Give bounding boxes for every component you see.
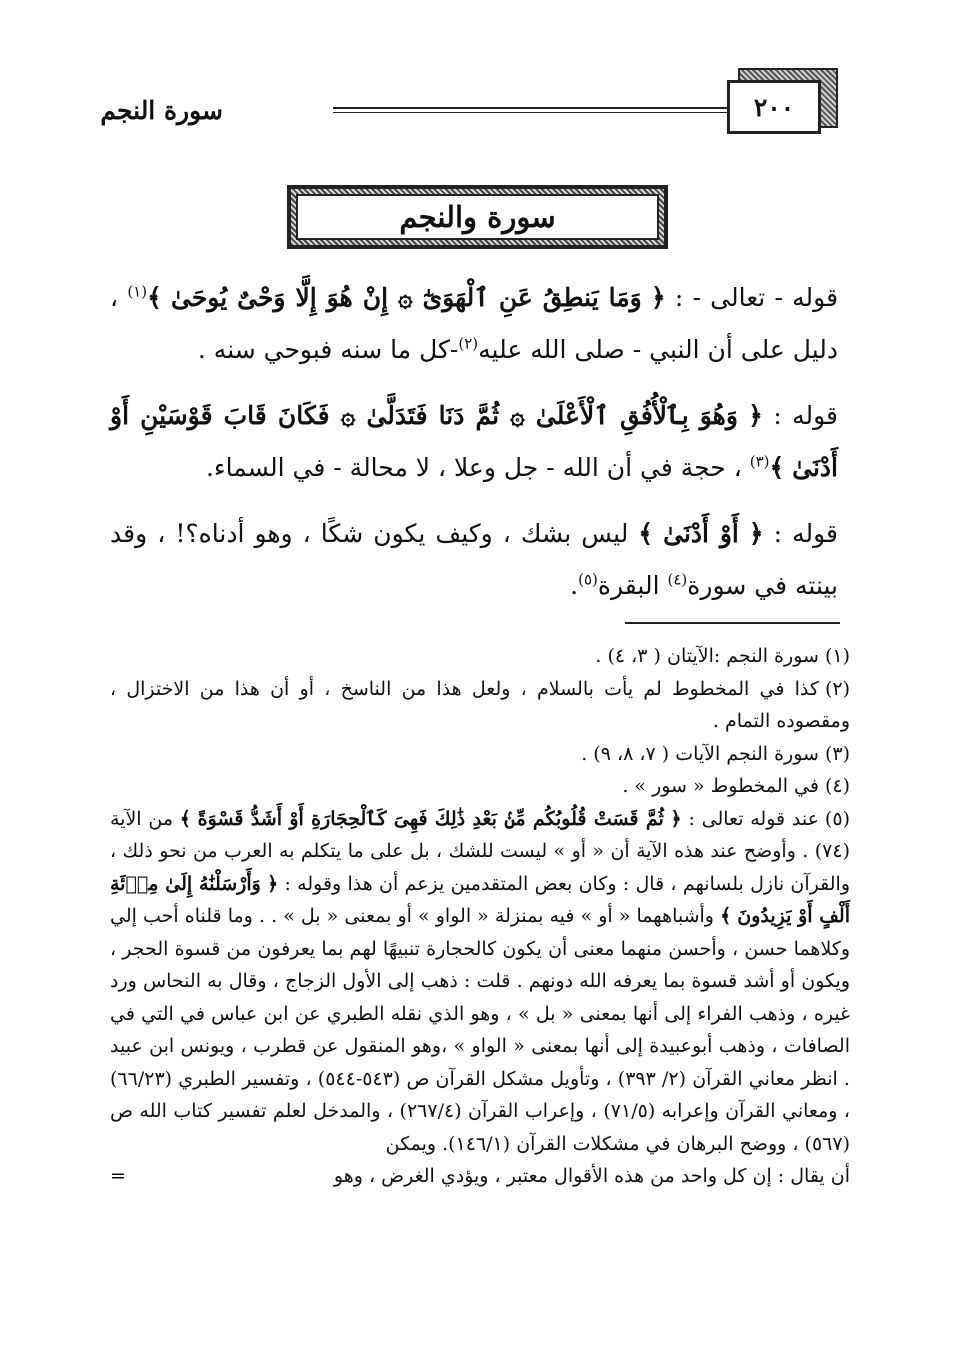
footnote-text: من الآية (٧٤) . وأوضح عند هذه الآية أن « أو » ليست للشك ، بل على ما يتكلم به العرب من نحو ذلك ، والقرآن نازل بلسانهم ، قال : وكان بعض المتقدمين يزعم أن هذا وقوله : [110, 807, 850, 895]
footnote-separator [625, 622, 840, 624]
quran-open-bracket: ﴿ [267, 872, 279, 895]
quran-verse: ثُمَّ قَسَتْ قُلُوبُكُم مِّنۢ بَعْدِ ذَٰلِكَ فَهِىَ كَٱلْحِجَارَةِ أَوْ أَشَدُّ قَسْوَةً [197, 807, 664, 830]
footnote-ref: (٤) [667, 570, 688, 589]
footnote-text: في المخطوط « سور » . [622, 775, 819, 797]
quran-verse: أَوْ أَدْنَىٰ [663, 519, 739, 548]
footnote-text: سورة النجم :الآيتان ( ٣، ٤) . [595, 645, 819, 667]
footnote-number: (٣) [824, 742, 850, 765]
body-text: ، حجة في أن الله - جل وعلا ، لا محالة - في السماء. [205, 453, 742, 482]
quran-verse: وَأَرْسَلْنَٰهُ إِلَىٰ مِا۟ئَةِ أَلْفٍ أَوْ يَزِيدُونَ [110, 872, 850, 927]
footnote-1 [110, 640, 850, 673]
surah-title-frame [287, 185, 668, 249]
paragraph-1 [110, 272, 838, 376]
footnote-4 [110, 770, 850, 803]
quran-open-bracket: ﴿ [748, 519, 764, 548]
footnote-number: (١) [824, 645, 850, 667]
footnote-2 [110, 673, 850, 738]
footnote-3 [110, 738, 850, 771]
body-text: البقرة [597, 571, 660, 600]
footnote-5-last-line [110, 1160, 850, 1193]
surah-title: سورة والنجم [296, 194, 659, 240]
quran-close-bracket: ﴾ [769, 453, 785, 482]
body-text: -كل ما سنه فبوحي سنه . [197, 335, 459, 364]
quran-close-bracket: ﴾ [720, 905, 732, 927]
continuation-mark: = [110, 1165, 126, 1187]
quran-open-bracket: ﴿ [670, 807, 682, 830]
footnote-number: (٢) [824, 677, 850, 700]
body-text: . [570, 571, 579, 600]
footnote-ref: (٥) [578, 570, 598, 589]
running-title: سورة النجم [100, 96, 223, 125]
intro: قوله : [773, 519, 838, 548]
footnote-text: عند قوله تعالى : [688, 807, 819, 830]
body-text: ليس بشك ، وكيف يكون شكًا ، وهو أدناه؟! ، وقد بينته في سورة [110, 519, 838, 600]
footnote-ref: (١) [127, 282, 148, 301]
page-number: ٢٠٠ [753, 92, 795, 122]
footnote-ref: (٣) [749, 452, 770, 471]
quran-close-bracket: ﴾ [147, 283, 162, 312]
quran-verse: وَمَا يَنطِقُ عَنِ ٱلْهَوَىٰٓ ۞ إِنْ هُوَ إِلَّا وَحْىٌ يُوحَىٰ [170, 283, 642, 312]
body-text: ، دليل على أن النبي - صلى الله عليه [110, 283, 838, 364]
footnote-text: وأشباههما « أو » فيه بمنزلة « الواو » أو بمعنى « بل » . . وما قلناه أحب إلي وكلاهما حسن ، وأحسن منهما معنى أن يكون كالحجارة تنبيهًا لهم بما يعرفون من قسوة الحجر ، ويكون أو أشد قسوة بما يعرفه الله دونهم . قلت : ذهب إلى الأول الزجاج ، وقال به النحاس ورد غيره ، وذهب الفراء إلى أنها بمعنى « بل » ، وهو الذي نقله الطبري عن ابن عباس في التي في الصافات ، وذهب أبوعبيدة إلى أنها بمعنى « الواو » ،وهو المنقول عن قطرب ، ويونس ابن عبيد . انظر معاني القرآن (٢/ ٣٩٣) ، وتأويل مشكل القرآن ص (٥٤٣-٥٤٤) ، وتفسير الطبري (٦٦/٢٣) ، ومعاني القرآن وإعرابه (٧١/٥) ، وإعراب القرآن (٢٦٧/٤) ، والمدخل لعلم تفسير كتاب الله ص (٥٦٧) ، ووضح البرهان في مشكلات القرآن (١٤٦/١). ويمكن [110, 905, 851, 1155]
paragraph-2 [110, 390, 838, 494]
quran-open-bracket: ﴿ [748, 401, 763, 430]
footnote-number: (٥) [824, 807, 850, 830]
footnote-text: أن يقال : إن كل واحد من هذه الأقوال معتبر ، ويؤدي الغرض ، وهو [333, 1165, 850, 1187]
footnote-text: كذا في المخطوط لم يأت بالسلام ، ولعل هذا من الناسخ ، أو أن هذا من الاختزال ، ومقصوده التمام . [110, 677, 850, 732]
footnote-text: سورة النجم الآيات ( ٧، ٨، ٩) . [581, 742, 819, 765]
page-number-box [727, 80, 821, 134]
quran-open-bracket: ﴿ [650, 283, 666, 312]
intro: قوله : [773, 401, 838, 430]
footnote-number: (٤) [824, 775, 850, 797]
quran-verse: وَهُوَ بِٱلْأُفُقِ ٱلْأَعْلَىٰ ۞ ثُمَّ دَنَا فَتَدَلَّىٰ ۞ فَكَانَ قَابَ قَوْسَيْنِ أَوْ أَدْنَىٰ [110, 401, 838, 482]
quran-close-bracket: ﴾ [638, 519, 654, 548]
paragraph-3 [110, 508, 838, 612]
footnotes [110, 640, 850, 1193]
header-rule [333, 107, 728, 113]
footnote-5 [110, 803, 850, 1161]
footnote-ref: (٢) [458, 334, 479, 353]
quran-close-bracket: ﴾ [179, 807, 191, 830]
intro: قوله - تعالى - : [674, 283, 839, 312]
